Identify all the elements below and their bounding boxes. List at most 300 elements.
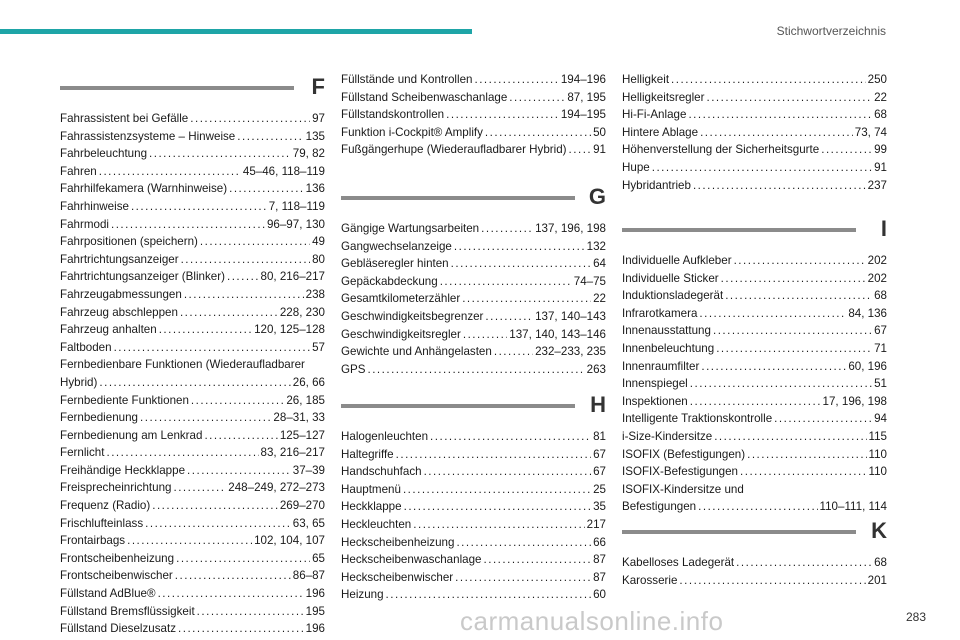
dot-leader xyxy=(701,358,846,376)
index-entry xyxy=(60,409,325,427)
entry-term: Karosserie xyxy=(622,573,678,587)
index-entry xyxy=(622,410,887,428)
entry-pages: 97 xyxy=(312,112,325,125)
entry-pages: 237 xyxy=(867,178,887,192)
index-entry xyxy=(60,216,325,234)
dot-leader xyxy=(716,340,872,358)
entry-term: Faltboden xyxy=(60,340,112,354)
index-entry xyxy=(622,141,887,159)
index-entry xyxy=(622,393,887,411)
entry-pages: 57 xyxy=(312,340,325,354)
entry-term: Füllstände und Kontrollen xyxy=(341,73,473,86)
entry-term: Fahrtrichtungsanzeiger xyxy=(60,252,179,266)
dot-leader xyxy=(821,141,872,159)
entry-pages: 99 xyxy=(874,143,887,157)
dot-leader xyxy=(404,498,592,516)
entry-term: Gängige Wartungsarbeiten xyxy=(341,222,480,235)
dot-leader xyxy=(99,163,241,181)
entry-term: Fahrbeleuchtung xyxy=(60,147,148,161)
index-entry xyxy=(60,444,325,462)
dot-leader xyxy=(485,308,533,326)
entry-term: Innenbeleuchtung xyxy=(622,341,715,355)
index-entry xyxy=(622,498,887,516)
entry-pages: 86–87 xyxy=(292,569,325,583)
dot-leader xyxy=(725,287,872,305)
dot-leader xyxy=(127,532,252,550)
index-entry xyxy=(341,141,606,159)
index-entry xyxy=(341,273,606,291)
entry-term: Helligkeit xyxy=(622,73,670,86)
section-K xyxy=(622,520,887,589)
entry-pages: 68 xyxy=(874,289,887,303)
index-entry xyxy=(341,238,606,256)
header-accent-bar xyxy=(0,29,472,34)
entry-term: Intelligente Traktionskontrolle xyxy=(622,412,773,426)
entry-term: Infrarotkamera xyxy=(622,306,698,320)
entry-term: Fahrpositionen (speichern) xyxy=(60,235,198,249)
entry-pages: 22 xyxy=(874,90,887,104)
dot-leader xyxy=(440,273,572,291)
index-entry xyxy=(622,124,887,142)
entry-term: Hauptmenü xyxy=(341,482,401,496)
index-entry xyxy=(60,251,325,269)
index-entry xyxy=(622,554,887,572)
entry-pages: 17, 196, 198 xyxy=(822,394,887,408)
entry-list xyxy=(622,554,887,589)
index-entry xyxy=(341,361,606,379)
entry-pages: 201 xyxy=(867,573,887,587)
entry-term: Gebläseregler hinten xyxy=(341,257,449,271)
entry-pages: 71 xyxy=(874,341,887,355)
entry-term: Individuelle Aufkleber xyxy=(622,254,732,267)
entry-term: Fernlicht xyxy=(60,446,105,460)
entry-pages: 91 xyxy=(874,160,887,174)
index-entry xyxy=(622,287,887,305)
dot-leader xyxy=(485,124,591,142)
entry-pages: 137, 196, 198 xyxy=(535,222,606,235)
section-divider xyxy=(622,228,856,232)
index-entry xyxy=(60,286,325,304)
index-entry xyxy=(341,220,606,238)
entry-pages: 45–46, 118–119 xyxy=(242,164,325,178)
index-entry xyxy=(341,343,606,361)
entry-term: Fahrassistent bei Gefälle xyxy=(60,112,189,125)
entry-pages: 67 xyxy=(593,465,606,479)
entry-pages: 26, 185 xyxy=(286,393,325,407)
entry-term: Fahrzeugabmessungen xyxy=(60,287,182,301)
entry-pages: 51 xyxy=(874,377,887,391)
entry-pages: 96–97, 130 xyxy=(266,217,325,231)
entry-pages: 50 xyxy=(593,125,606,139)
index-entry xyxy=(341,498,606,516)
entry-term: Gesamtkilometerzähler xyxy=(341,292,461,306)
index-entry xyxy=(60,356,325,374)
entry-term: Fahrassistenzsysteme – Hinweise xyxy=(60,129,236,143)
entry-term: Innenraumfilter xyxy=(622,359,700,373)
entry-pages: 115 xyxy=(868,429,887,443)
entry-pages: 238 xyxy=(305,287,325,301)
entry-pages: 68 xyxy=(874,108,887,122)
entry-term: Fahrhilfekamera (Warnhinweise) xyxy=(60,182,228,196)
dot-leader xyxy=(173,479,226,497)
dot-leader xyxy=(367,361,584,379)
section-F xyxy=(60,76,325,638)
entry-list xyxy=(622,252,887,516)
index-entry xyxy=(60,163,325,181)
index-entry xyxy=(60,145,325,163)
entry-term: Hi-Fi-Anlage xyxy=(622,108,687,122)
entry-term: Frischlufteinlass xyxy=(60,516,144,530)
entry-term: Halogenleuchten xyxy=(341,430,429,443)
dot-leader xyxy=(774,410,872,428)
entry-list xyxy=(341,428,606,604)
dot-leader xyxy=(175,567,291,585)
index-entry xyxy=(60,585,325,603)
entry-term: Geschwindigkeitsbegrenzer xyxy=(341,309,484,323)
index-entry xyxy=(60,462,325,480)
dot-leader xyxy=(99,374,290,392)
entry-term: Fernbedienung xyxy=(60,411,138,425)
dot-leader xyxy=(740,463,867,481)
dot-leader xyxy=(131,198,267,216)
index-entry xyxy=(60,374,325,392)
section-H-continued xyxy=(622,71,887,194)
entry-pages: 110–111, 114 xyxy=(819,500,887,514)
entry-term: Innenspiegel xyxy=(622,377,688,391)
dot-leader xyxy=(413,516,584,534)
section-header xyxy=(341,186,606,220)
entry-term: Freisprecheinrichtung xyxy=(60,481,172,495)
index-entry xyxy=(60,392,325,410)
index-entry xyxy=(622,177,887,195)
dot-leader xyxy=(671,71,866,89)
section-divider xyxy=(341,404,575,408)
entry-term: Freihändige Heckklappe xyxy=(60,463,186,477)
dot-leader xyxy=(462,290,591,308)
dot-leader xyxy=(106,444,258,462)
section-header xyxy=(622,520,887,554)
entry-pages: 195 xyxy=(305,604,325,618)
entry-pages: 66 xyxy=(593,535,606,549)
entry-pages: 25 xyxy=(593,482,606,496)
index-entry xyxy=(60,620,325,638)
dot-leader xyxy=(396,446,591,464)
dot-leader xyxy=(713,322,872,340)
dot-leader xyxy=(481,220,533,238)
dot-leader xyxy=(237,128,303,146)
entry-pages: 196 xyxy=(305,587,325,601)
entry-pages: 64 xyxy=(593,257,606,271)
dot-leader xyxy=(227,268,259,286)
index-entry xyxy=(60,479,325,497)
index-entry xyxy=(60,532,325,550)
index-entry xyxy=(341,106,606,124)
index-entry xyxy=(622,375,887,393)
section-F-continued xyxy=(341,71,606,159)
entry-term: Füllstand AdBlue® xyxy=(60,587,156,601)
section-G xyxy=(341,186,606,378)
index-entry xyxy=(622,89,887,107)
dot-leader xyxy=(456,534,591,552)
entry-pages: 68 xyxy=(874,556,887,569)
dot-leader xyxy=(474,71,558,89)
dot-leader xyxy=(494,343,533,361)
entry-pages: 22 xyxy=(593,292,606,306)
section-divider xyxy=(622,530,856,534)
section-letter: K xyxy=(871,518,887,543)
dot-leader xyxy=(386,586,592,604)
index-entry xyxy=(341,586,606,604)
entry-pages: 135 xyxy=(305,129,325,143)
entry-term: Fahren xyxy=(60,164,97,178)
entry-list xyxy=(341,71,606,159)
index-entry xyxy=(60,128,325,146)
entry-term: Höhenverstellung der Sicherheitsgurte xyxy=(622,143,820,157)
entry-term: Füllstand Bremsflüssigkeit xyxy=(60,604,195,618)
index-entry xyxy=(341,481,606,499)
entry-pages: 80, 216–217 xyxy=(260,270,325,284)
entry-term: ISOFIX-Befestigungen xyxy=(622,465,738,479)
entry-term: Fernbediente Funktionen xyxy=(60,393,189,407)
entry-term: Frequenz (Radio) xyxy=(60,499,151,513)
section-letter: F xyxy=(311,74,325,99)
dot-leader xyxy=(178,620,304,638)
entry-pages: 87, 195 xyxy=(567,90,606,104)
entry-term: Füllstand Scheibenwaschanlage xyxy=(341,90,508,104)
dot-leader xyxy=(721,270,866,288)
entry-term: Fahrzeug anhalten xyxy=(60,323,157,337)
section-letter: H xyxy=(590,392,606,417)
entry-term: GPS xyxy=(341,362,366,376)
entry-term: Heckleuchten xyxy=(341,517,412,531)
index-entry xyxy=(622,322,887,340)
entry-term: Innenausstattung xyxy=(622,324,711,338)
dot-leader xyxy=(204,427,277,445)
entry-pages: 263 xyxy=(586,362,606,376)
entry-pages: 74–75 xyxy=(573,274,606,288)
entry-pages: 91 xyxy=(593,143,606,157)
index-entry xyxy=(341,124,606,142)
index-entry xyxy=(622,358,887,376)
section-header xyxy=(60,76,325,110)
entry-pages: 228, 230 xyxy=(279,305,325,319)
entry-term: Individuelle Sticker xyxy=(622,271,719,285)
index-entry xyxy=(60,497,325,515)
entry-list xyxy=(341,220,606,378)
dot-leader xyxy=(191,392,284,410)
entry-term: Heckklappe xyxy=(341,500,402,514)
index-entry xyxy=(341,516,606,534)
dot-leader xyxy=(455,569,591,587)
index-entry xyxy=(341,326,606,344)
dot-leader xyxy=(229,180,304,198)
index-entry xyxy=(341,551,606,569)
index-entry xyxy=(622,159,887,177)
entry-pages: 26, 66 xyxy=(292,375,325,389)
entry-pages: 202 xyxy=(867,254,887,267)
entry-term: Helligkeitsregler xyxy=(622,90,705,104)
entry-pages: 137, 140–143 xyxy=(535,309,606,323)
dot-leader xyxy=(734,252,866,270)
entry-term: Heckscheibenheizung xyxy=(341,535,455,549)
dot-leader xyxy=(158,585,304,603)
dot-leader xyxy=(149,145,291,163)
index-entry xyxy=(60,180,325,198)
entry-pages: 7, 118–119 xyxy=(268,199,325,213)
section-header xyxy=(341,394,606,428)
entry-pages: 194–195 xyxy=(560,108,606,122)
entry-term: Frontairbags xyxy=(60,534,126,548)
dot-leader xyxy=(736,554,872,572)
dot-leader xyxy=(569,141,592,159)
index-entry xyxy=(622,305,887,323)
entry-pages: 80 xyxy=(312,252,325,266)
index-entry xyxy=(60,110,325,128)
entry-pages: 35 xyxy=(593,500,606,514)
entry-pages: 248–249, 272–273 xyxy=(228,481,325,495)
entry-term: Fernbedienung am Lenkrad xyxy=(60,428,203,442)
dot-leader xyxy=(688,106,872,124)
entry-term: Kabelloses Ladegerät xyxy=(622,556,735,569)
index-entry xyxy=(341,290,606,308)
index-entry xyxy=(60,304,325,322)
entry-pages: 110 xyxy=(868,447,887,461)
index-entry xyxy=(60,427,325,445)
dot-leader xyxy=(451,255,591,273)
entry-term: Fußgängerhupe (Wiederaufladbarer Hybrid) xyxy=(341,143,567,157)
dot-leader xyxy=(699,305,846,323)
entry-term: Fahrhinweise xyxy=(60,199,129,213)
index-entry xyxy=(341,428,606,446)
dot-leader xyxy=(424,463,592,481)
entry-pages: 65 xyxy=(312,551,325,565)
entry-term: i-Size-Kindersitze xyxy=(622,429,713,443)
entry-term: Hupe xyxy=(622,160,650,174)
entry-term: Handschuhfach xyxy=(341,465,422,479)
entry-pages: 37–39 xyxy=(292,463,325,477)
section-H xyxy=(341,394,606,604)
index-entry xyxy=(341,463,606,481)
section-header xyxy=(622,218,887,252)
index-entry xyxy=(341,89,606,107)
entry-term: Hybridantrieb xyxy=(622,178,691,192)
index-entry xyxy=(60,567,325,585)
entry-term: Fahrmodi xyxy=(60,217,109,231)
page-header-title: Stichwortverzeichnis xyxy=(776,24,886,38)
entry-pages: 102, 104, 107 xyxy=(254,534,325,548)
entry-pages: 269–270 xyxy=(279,499,325,513)
index-entry xyxy=(60,550,325,568)
index-entry xyxy=(60,321,325,339)
entry-term: Füllstand Dieselzusatz xyxy=(60,622,176,636)
dot-leader xyxy=(200,233,310,251)
entry-term: Induktionsladegerät xyxy=(622,289,724,303)
dot-leader xyxy=(690,375,872,393)
dot-leader xyxy=(652,159,872,177)
entry-list xyxy=(622,71,887,194)
page-number: 283 xyxy=(905,610,926,624)
index-entry xyxy=(622,71,887,89)
entry-pages: 194–196 xyxy=(560,73,606,86)
dot-leader xyxy=(698,498,817,516)
entry-pages: 202 xyxy=(867,271,887,285)
index-entry xyxy=(622,270,887,288)
section-divider xyxy=(341,196,575,200)
entry-pages: 60, 196 xyxy=(848,359,887,373)
entry-pages: 136 xyxy=(305,182,325,196)
index-entry xyxy=(341,255,606,273)
entry-pages: 132 xyxy=(586,239,606,253)
index-entry xyxy=(622,106,887,124)
entry-list xyxy=(60,110,325,638)
index-entry xyxy=(60,198,325,216)
entry-pages: 196 xyxy=(305,622,325,636)
entry-term: Hybrid) xyxy=(60,375,98,389)
entry-term: Gepäckabdeckung xyxy=(341,274,438,288)
entry-pages: 63, 65 xyxy=(292,516,325,530)
entry-pages: 49 xyxy=(312,235,325,249)
dot-leader xyxy=(690,393,821,411)
dot-leader xyxy=(180,304,278,322)
entry-term: Frontscheibenheizung xyxy=(60,551,175,565)
entry-term: Fahrtrichtungsanzeiger (Blinker) xyxy=(60,270,225,284)
index-entry xyxy=(622,572,887,590)
section-divider xyxy=(60,86,294,90)
index-entry xyxy=(341,534,606,552)
entry-term: Gewichte und Anhängelasten xyxy=(341,345,492,359)
entry-term: Heizung xyxy=(341,588,384,602)
entry-term: Fahrzeug abschleppen xyxy=(60,305,178,319)
index-entry xyxy=(60,339,325,357)
entry-pages: 79, 82 xyxy=(292,147,325,161)
entry-pages: 94 xyxy=(874,412,887,426)
index-entry xyxy=(622,463,887,481)
watermark: carmanualsonline.info xyxy=(460,606,724,636)
dot-leader xyxy=(184,286,304,304)
index-entry xyxy=(341,446,606,464)
entry-pages: 28–31, 33 xyxy=(273,411,325,425)
entry-pages: 81 xyxy=(593,430,606,443)
index-entry xyxy=(341,569,606,587)
index-entry xyxy=(60,233,325,251)
entry-term: ISOFIX-Kindersitze und xyxy=(622,482,744,496)
entry-pages: 250 xyxy=(867,73,887,86)
dot-leader xyxy=(430,428,591,446)
entry-term: Hintere Ablage xyxy=(622,125,699,139)
entry-pages: 137, 140, 143–146 xyxy=(509,327,606,341)
dot-leader xyxy=(693,177,866,195)
dot-leader xyxy=(454,238,585,256)
section-letter: I xyxy=(880,216,887,241)
index-entry xyxy=(341,71,606,89)
dot-leader xyxy=(446,106,559,124)
entry-pages: 217 xyxy=(586,517,606,531)
dot-leader xyxy=(190,110,310,128)
dot-leader xyxy=(114,339,311,357)
index-entry xyxy=(341,308,606,326)
entry-pages: 73, 74 xyxy=(854,125,887,139)
section-letter: G xyxy=(588,184,606,209)
entry-pages: 67 xyxy=(874,324,887,338)
dot-leader xyxy=(145,515,291,533)
entry-term: Befestigungen xyxy=(622,500,697,514)
entry-pages: 232–233, 235 xyxy=(535,345,606,359)
entry-term: Gangwechselanzeige xyxy=(341,239,452,253)
dot-leader xyxy=(197,603,304,621)
index-entry xyxy=(622,428,887,446)
entry-term: Heckscheibenwischer xyxy=(341,570,454,584)
entry-term: Inspektionen xyxy=(622,394,688,408)
